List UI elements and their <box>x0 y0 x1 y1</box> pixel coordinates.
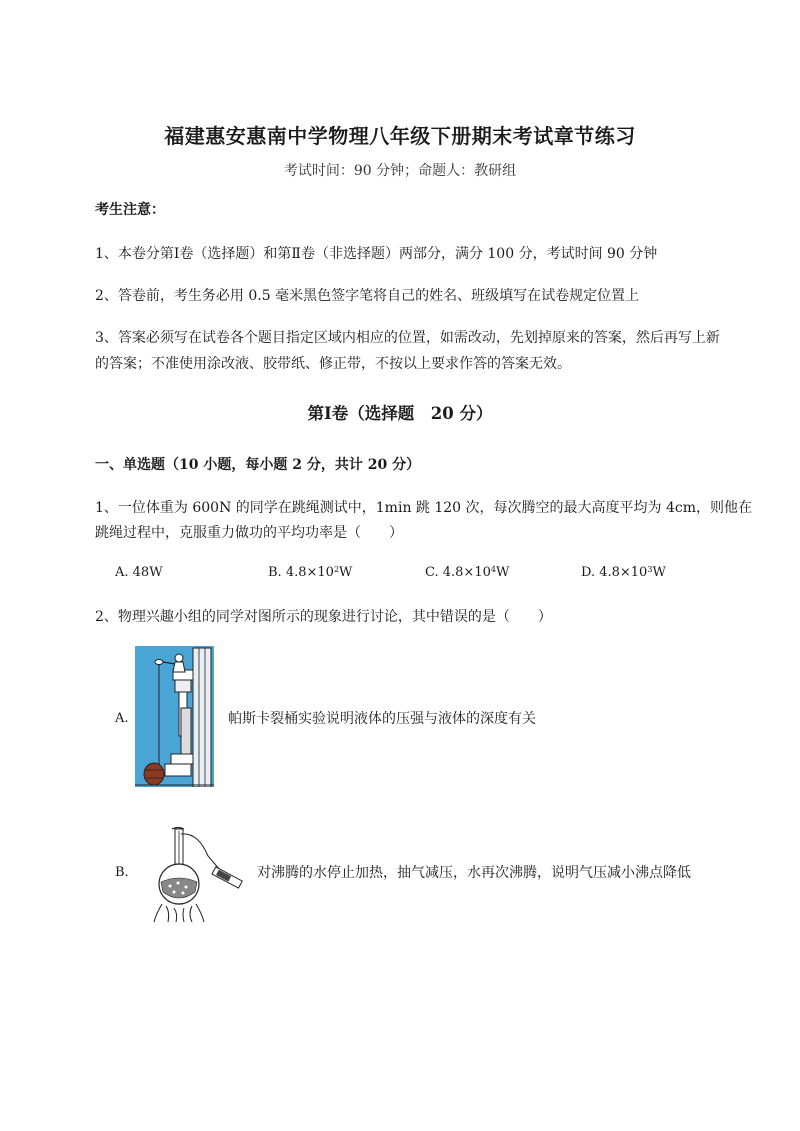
pascal-barrel-figure <box>135 646 214 787</box>
q1-option-a: A. 48W <box>115 565 163 580</box>
exam-subtitle: 考试时间：90 分钟；命题人：教研组 <box>283 163 517 179</box>
q1-stem-line2: 跳绳过程中，克服重力做功的平均功率是（ ） <box>95 525 403 541</box>
notice-item-2: 2、答卷前，考生务必用 0.5 毫米黑色签字笔将自己的姓名、班级填写在试卷规定位置上 <box>95 288 640 304</box>
q2-option-b-text: 对沸腾的水停止加热，抽气减压，水再次沸腾，说明气压减小沸点降低 <box>257 865 691 881</box>
q1-option-b: B. $4.8\times 10^2W$ <box>268 565 353 580</box>
q2-option-b-label: B. <box>115 865 129 880</box>
q1-stem-line1: 1、一位体重为 600N 的同学在跳绳测试中，1min 跳 120 次，每次腾空的最大高度平均为 4cm，则他在 <box>95 500 752 516</box>
notice-heading: 考生注意： <box>95 202 165 218</box>
boiling-flask-figure <box>148 826 243 923</box>
notice-item-3-cont: 的答案；不准使用涂改液、胶带纸、修正带，不按以上要求作答的答案无效。 <box>95 356 571 372</box>
q2-option-a-text: 帕斯卡裂桶实验说明液体的压强与液体的深度有关 <box>228 711 536 727</box>
q2-stem: 2、物理兴趣小组的同学对图所示的现象进行讨论，其中错误的是（ ） <box>95 609 552 625</box>
part-heading: 一、单选题（10 小题，每小题 2 分，共计 20 分） <box>95 457 421 473</box>
q1-option-c: C. $4.8\times 10^4W$ <box>425 565 510 580</box>
q2-option-a-label: A. <box>115 711 129 726</box>
q1-option-d: D. $4.8\times 10^3W$ <box>581 565 666 580</box>
section-title: 第Ⅰ卷（选择题 20 分） <box>307 404 493 423</box>
exam-title: 福建惠安惠南中学物理八年级下册期末考试章节练习 <box>164 124 636 148</box>
notice-item-1: 1、本卷分第Ⅰ卷（选择题）和第Ⅱ卷（非选择题）两部分，满分 100 分，考试时间 90 分钟 <box>95 246 658 262</box>
notice-item-3: 3、答案必须写在试卷各个题目指定区域内相应的位置，如需改动，先划掉原来的答案，然后再写上新 <box>95 330 720 346</box>
